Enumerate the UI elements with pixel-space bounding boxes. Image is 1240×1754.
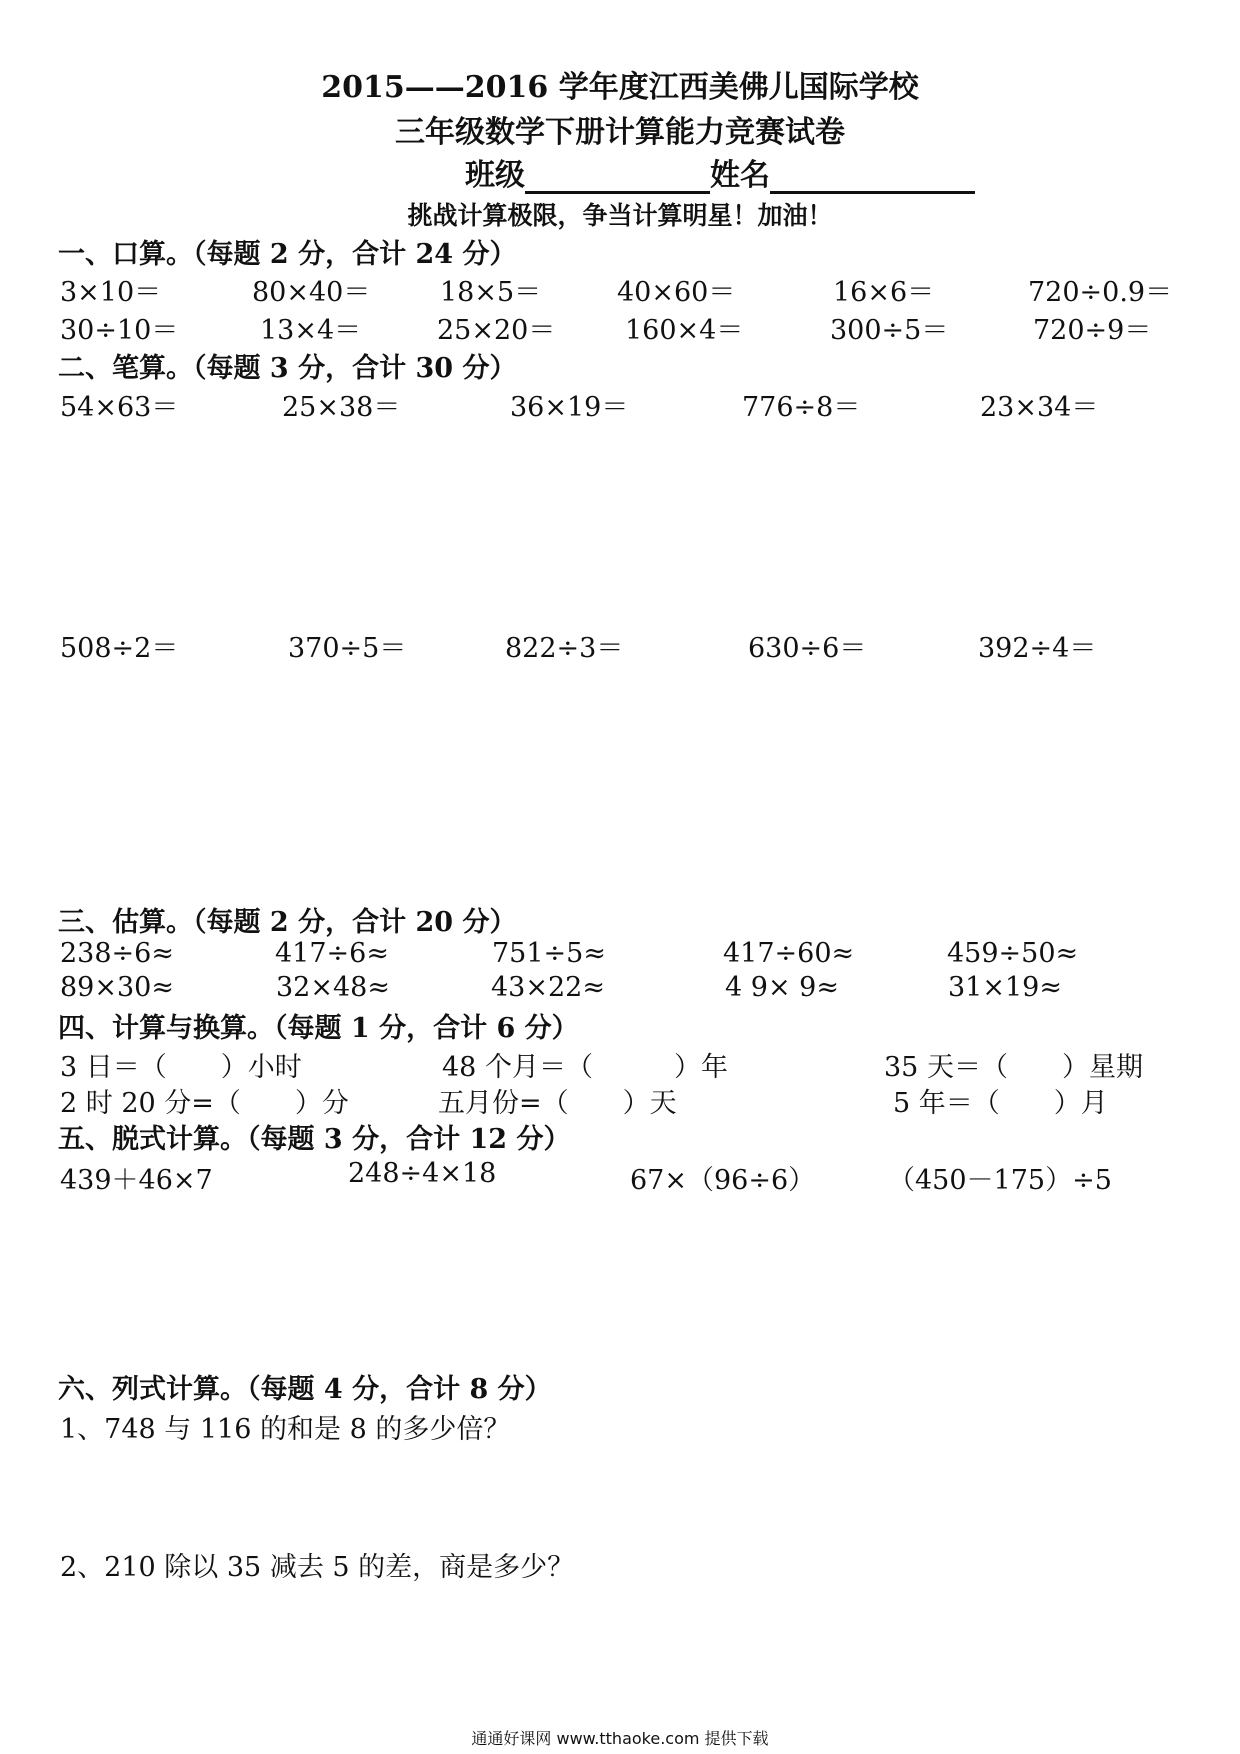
problem: 48 个月＝（ ）年 — [442, 1052, 728, 1083]
problem: 3 日＝（ ）小时 — [60, 1052, 302, 1083]
problem: 35 天＝（ ）星期 — [884, 1052, 1143, 1083]
problem: 630÷6＝ — [748, 633, 867, 664]
class-label: 班级 — [465, 158, 525, 193]
problem: 2、210 除以 35 减去 5 的差，商是多少？ — [60, 1552, 575, 1583]
problem: 370÷5＝ — [288, 633, 407, 664]
problem: 18×5＝ — [440, 277, 542, 308]
problem: 238÷6≈ — [60, 938, 174, 969]
problem: 459÷50≈ — [947, 938, 1079, 969]
name-label: 姓名 — [710, 158, 770, 193]
problem: 5 年＝（ ）月 — [893, 1088, 1108, 1119]
problem: 417÷60≈ — [723, 938, 855, 969]
section-3-title: 三、估算。（每题 2 分，合计 20 分） — [58, 907, 517, 938]
problem: 13×4＝ — [260, 315, 362, 346]
problem: 23×34＝ — [980, 392, 1099, 423]
problem: 300÷5＝ — [830, 315, 949, 346]
problem: 30÷10＝ — [60, 315, 179, 346]
problem: 25×38＝ — [282, 392, 401, 423]
problem: 776÷8＝ — [742, 392, 861, 423]
name-blank[interactable] — [770, 157, 975, 194]
title-line-1: 2015——2016 学年度江西美佛儿国际学校 — [321, 70, 919, 105]
class-field — [465, 150, 975, 194]
footer-watermark: 通通好课网 www.tthaoke.com 提供下载 — [471, 1729, 769, 1748]
problem: 89×30≈ — [60, 972, 174, 1003]
problem: 822÷3＝ — [505, 633, 624, 664]
problem: 25×20＝ — [437, 315, 556, 346]
section-1-title: 一、口算。（每题 2 分，合计 24 分） — [58, 239, 517, 270]
problem: 31×19≈ — [948, 972, 1062, 1003]
section-2-title: 二、笔算。（每题 3 分，合计 30 分） — [58, 353, 517, 384]
problem: 43×22≈ — [491, 972, 605, 1003]
problem: 五月份=（ ）天 — [438, 1088, 677, 1119]
problem: 392÷4＝ — [978, 633, 1097, 664]
problem: 751÷5≈ — [492, 938, 606, 969]
problem: 248÷4×18 — [348, 1158, 497, 1189]
problem: 40×60＝ — [617, 277, 736, 308]
slogan: 挑战计算极限，争当计算明星！加油！ — [407, 201, 833, 230]
problem: 3×10＝ — [60, 277, 162, 308]
problem: 2 时 20 分=（ ）分 — [60, 1088, 349, 1119]
problem: 16×6＝ — [833, 277, 935, 308]
problem: 160×4＝ — [625, 315, 744, 346]
problem: 4 9× 9≈ — [725, 972, 839, 1003]
problem: 54×63＝ — [60, 392, 179, 423]
problem: 1、748 与 116 的和是 8 的多少倍？ — [60, 1414, 511, 1445]
problem: 67×（96÷6） — [630, 1165, 816, 1196]
problem: 36×19＝ — [510, 392, 629, 423]
problem: 508÷2＝ — [60, 633, 179, 664]
class-blank[interactable] — [525, 157, 710, 194]
problem: 720÷9＝ — [1033, 315, 1152, 346]
title-line-2: 三年级数学下册计算能力竞赛试卷 — [395, 115, 845, 150]
problem: 80×40＝ — [252, 277, 371, 308]
section-4-title: 四、计算与换算。（每题 1 分，合计 6 分） — [58, 1013, 579, 1044]
section-6-title: 六、列式计算。（每题 4 分，合计 8 分） — [58, 1374, 552, 1405]
problem: 439＋46×7 — [60, 1165, 213, 1196]
problem: （450－175）÷5 — [888, 1165, 1112, 1196]
problem: 720÷0.9＝ — [1028, 277, 1173, 308]
problem: 417÷6≈ — [275, 938, 389, 969]
section-5-title: 五、脱式计算。（每题 3 分，合计 12 分） — [58, 1124, 571, 1155]
problem: 32×48≈ — [276, 972, 390, 1003]
